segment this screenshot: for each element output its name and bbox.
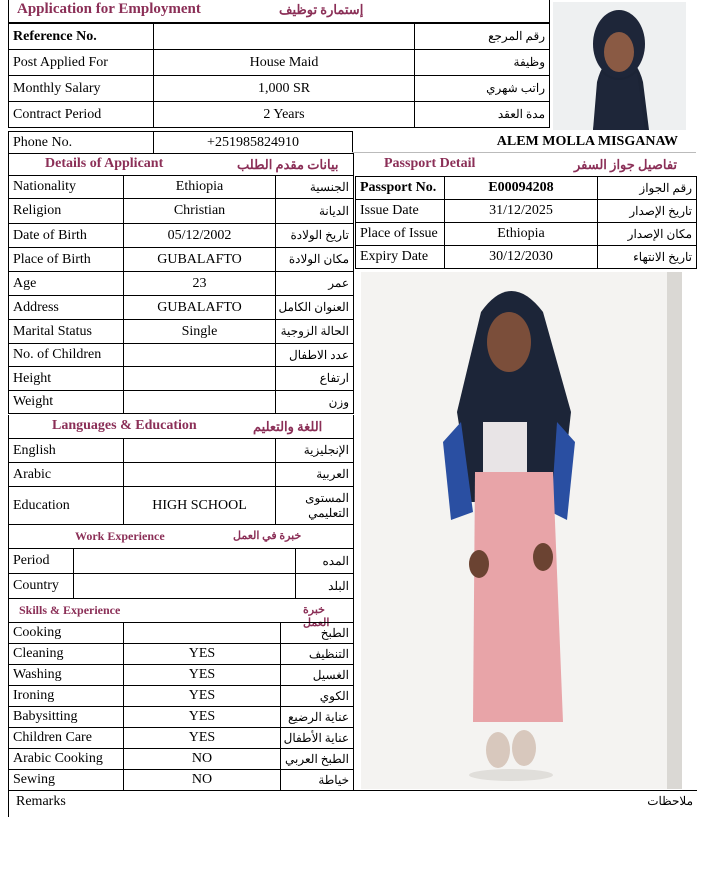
field-label: Nationality xyxy=(9,176,124,199)
field-label-ar: تاريخ الإصدار xyxy=(598,200,697,223)
field-label: Period xyxy=(9,549,74,574)
applicant-name: ALEM MOLLA MISGANAW xyxy=(352,131,696,153)
field-label: Weight xyxy=(9,391,124,414)
field-value: NO xyxy=(124,770,281,791)
field-label-ar: ارتفاع xyxy=(276,367,354,391)
field-value: YES xyxy=(124,644,281,665)
top-info-row xyxy=(9,102,550,128)
field-label-ar: التنظيف xyxy=(281,644,354,665)
field-label-ar: وزن xyxy=(276,391,354,414)
title-en: Application for Employment xyxy=(17,1,201,17)
passport-row xyxy=(356,200,697,223)
field-value xyxy=(124,391,276,414)
field-value: Ethiopia xyxy=(124,176,276,199)
field-label-ar: عناية الرضيع xyxy=(281,707,354,728)
applicant-row xyxy=(9,272,354,296)
field-label: Passport No. xyxy=(356,177,445,200)
field-value: YES xyxy=(124,665,281,686)
skills-row xyxy=(9,623,354,644)
field-label-ar: المده xyxy=(296,549,354,574)
remarks-label: Remarks xyxy=(16,794,66,809)
applicant-row xyxy=(9,176,354,199)
passport-title-en: Passport Detail xyxy=(384,156,476,171)
applicant-title-en: Details of Applicant xyxy=(45,156,164,171)
remarks-row xyxy=(8,790,697,817)
portrait-photo xyxy=(553,2,686,130)
field-label-ar: البلد xyxy=(296,574,354,599)
field-label: Cooking xyxy=(9,623,124,644)
field-label: Country xyxy=(9,574,74,599)
field-label-ar: العربية xyxy=(276,463,354,487)
top-info-table xyxy=(8,23,550,128)
field-label: Issue Date xyxy=(356,200,445,223)
field-label: Age xyxy=(9,272,124,296)
field-label-ar: الطبخ xyxy=(281,623,354,644)
remarks-label-ar: ملاحظات xyxy=(647,794,693,808)
field-label: Education xyxy=(9,487,124,525)
field-value xyxy=(124,623,281,644)
field-label: Washing xyxy=(9,665,124,686)
field-label: Arabic Cooking xyxy=(9,749,124,770)
field-label: Ironing xyxy=(9,686,124,707)
passport-row xyxy=(356,177,697,200)
field-value: 30/12/2030 xyxy=(445,246,598,269)
passport-row xyxy=(356,246,697,269)
field-label-ar: راتب شهري xyxy=(415,76,550,102)
field-label-ar: الغسيل xyxy=(281,665,354,686)
field-value: Ethiopia xyxy=(445,223,598,246)
field-value xyxy=(124,463,276,487)
full-length-photo xyxy=(361,272,682,789)
applicant-row xyxy=(9,296,354,320)
field-value: YES xyxy=(124,728,281,749)
field-label: Children Care xyxy=(9,728,124,749)
field-label-ar: الإنجليزية xyxy=(276,439,354,463)
applicant-row xyxy=(9,199,354,224)
field-value xyxy=(74,549,296,574)
skills-row xyxy=(9,749,354,770)
field-label: English xyxy=(9,439,124,463)
work-title-ar: خبرة في العمل xyxy=(233,530,302,542)
top-info-row xyxy=(9,76,550,102)
field-value: Christian xyxy=(124,199,276,224)
field-label: Place of Issue xyxy=(356,223,445,246)
field-label-ar: عدد الاطفال xyxy=(276,344,354,367)
skills-row xyxy=(9,728,354,749)
field-label: Babysitting xyxy=(9,707,124,728)
skills-header xyxy=(8,598,354,629)
passport-table xyxy=(355,176,697,269)
applicant-title-ar: بيانات مقدم الطلب xyxy=(237,157,339,172)
field-label-ar: خياطة xyxy=(281,770,354,791)
skills-title-ar: خبرة العمل xyxy=(303,604,330,629)
skills-table xyxy=(8,622,354,791)
work-title-en: Work Experience xyxy=(75,529,165,543)
field-label-ar: رقم المرجع xyxy=(415,24,550,50)
work-row xyxy=(9,549,354,574)
work-header xyxy=(8,524,354,548)
applicant-row xyxy=(9,224,354,248)
field-value: YES xyxy=(124,686,281,707)
work-table xyxy=(8,548,354,599)
applicant-header xyxy=(8,153,354,175)
field-label-ar: الكوي xyxy=(281,686,354,707)
field-label: Place of Birth xyxy=(9,248,124,272)
field-label-ar: مكان الإصدار xyxy=(598,223,697,246)
field-value: HIGH SCHOOL xyxy=(124,487,276,525)
skills-row xyxy=(9,686,354,707)
skills-row xyxy=(9,770,354,791)
field-label-ar: وظيفة xyxy=(415,50,550,76)
field-value: GUBALAFTO xyxy=(124,248,276,272)
skills-row xyxy=(9,707,354,728)
field-label-ar: مدة العقد xyxy=(415,102,550,128)
field-label: Cleaning xyxy=(9,644,124,665)
phone-value: +251985824910 xyxy=(154,132,353,154)
field-label-ar: رقم الجواز xyxy=(598,177,697,200)
languages-title-ar: اللغة والتعليم xyxy=(253,419,323,434)
applicant-row xyxy=(9,320,354,344)
skills-row xyxy=(9,665,354,686)
title-bar xyxy=(8,0,550,23)
field-label-ar: مكان الولادة xyxy=(276,248,354,272)
field-label-ar: تاريخ الولادة xyxy=(276,224,354,248)
field-value xyxy=(124,367,276,391)
field-label-ar: الطبخ العربي xyxy=(281,749,354,770)
phone-label: Phone No. xyxy=(9,132,154,154)
applicant-row xyxy=(9,344,354,367)
field-label-ar: عمر xyxy=(276,272,354,296)
field-value: 23 xyxy=(124,272,276,296)
passport-title-ar: تفاصيل جواز السفر xyxy=(574,157,678,172)
field-value: NO xyxy=(124,749,281,770)
field-label: Contract Period xyxy=(9,102,154,128)
field-value: House Maid xyxy=(154,50,415,76)
field-label: Expiry Date xyxy=(356,246,445,269)
field-value: E00094208 xyxy=(445,177,598,200)
field-label-ar: الحالة الزوجية xyxy=(276,320,354,344)
top-info-row xyxy=(9,50,550,76)
field-value: 1,000 SR xyxy=(154,76,415,102)
applicant-row xyxy=(9,367,354,391)
title-ar: إستمارة توظيف xyxy=(279,2,364,17)
field-label: Height xyxy=(9,367,124,391)
work-row xyxy=(9,574,354,599)
languages-row xyxy=(9,439,354,463)
field-value xyxy=(154,24,415,50)
field-value xyxy=(124,439,276,463)
field-label-ar: العنوان الكامل xyxy=(276,296,354,320)
field-value: 2 Years xyxy=(154,102,415,128)
field-label: Date of Birth xyxy=(9,224,124,248)
field-label: Arabic xyxy=(9,463,124,487)
field-value: YES xyxy=(124,707,281,728)
field-label-ar: الديانة xyxy=(276,199,354,224)
field-value: GUBALAFTO xyxy=(124,296,276,320)
field-value xyxy=(74,574,296,599)
phone-table xyxy=(8,131,353,154)
skills-row xyxy=(9,644,354,665)
field-label: Monthly Salary xyxy=(9,76,154,102)
field-label: Address xyxy=(9,296,124,320)
field-label: Sewing xyxy=(9,770,124,791)
languages-row xyxy=(9,463,354,487)
field-label: Reference No. xyxy=(9,24,154,50)
applicant-row xyxy=(9,391,354,414)
field-label-ar: عناية الأطفال xyxy=(281,728,354,749)
field-label: Marital Status xyxy=(9,320,124,344)
field-label: Religion xyxy=(9,199,124,224)
passport-row xyxy=(356,223,697,246)
field-label-ar: المستوى التعليمي xyxy=(276,487,354,525)
field-label: No. of Children xyxy=(9,344,124,367)
languages-row xyxy=(9,487,354,525)
languages-table xyxy=(8,438,354,525)
field-value xyxy=(124,344,276,367)
passport-header xyxy=(352,153,696,175)
applicant-row xyxy=(9,248,354,272)
skills-title-en: Skills & Experience xyxy=(19,603,121,617)
field-label-ar: الجنسية xyxy=(276,176,354,199)
top-info-row xyxy=(9,24,550,50)
field-label: Post Applied For xyxy=(9,50,154,76)
field-value: 31/12/2025 xyxy=(445,200,598,223)
field-value: 05/12/2002 xyxy=(124,224,276,248)
field-value: Single xyxy=(124,320,276,344)
field-label-ar: تاريخ الانتهاء xyxy=(598,246,697,269)
applicant-table xyxy=(8,175,354,414)
languages-title-en: Languages & Education xyxy=(52,418,197,433)
languages-header xyxy=(8,415,354,438)
